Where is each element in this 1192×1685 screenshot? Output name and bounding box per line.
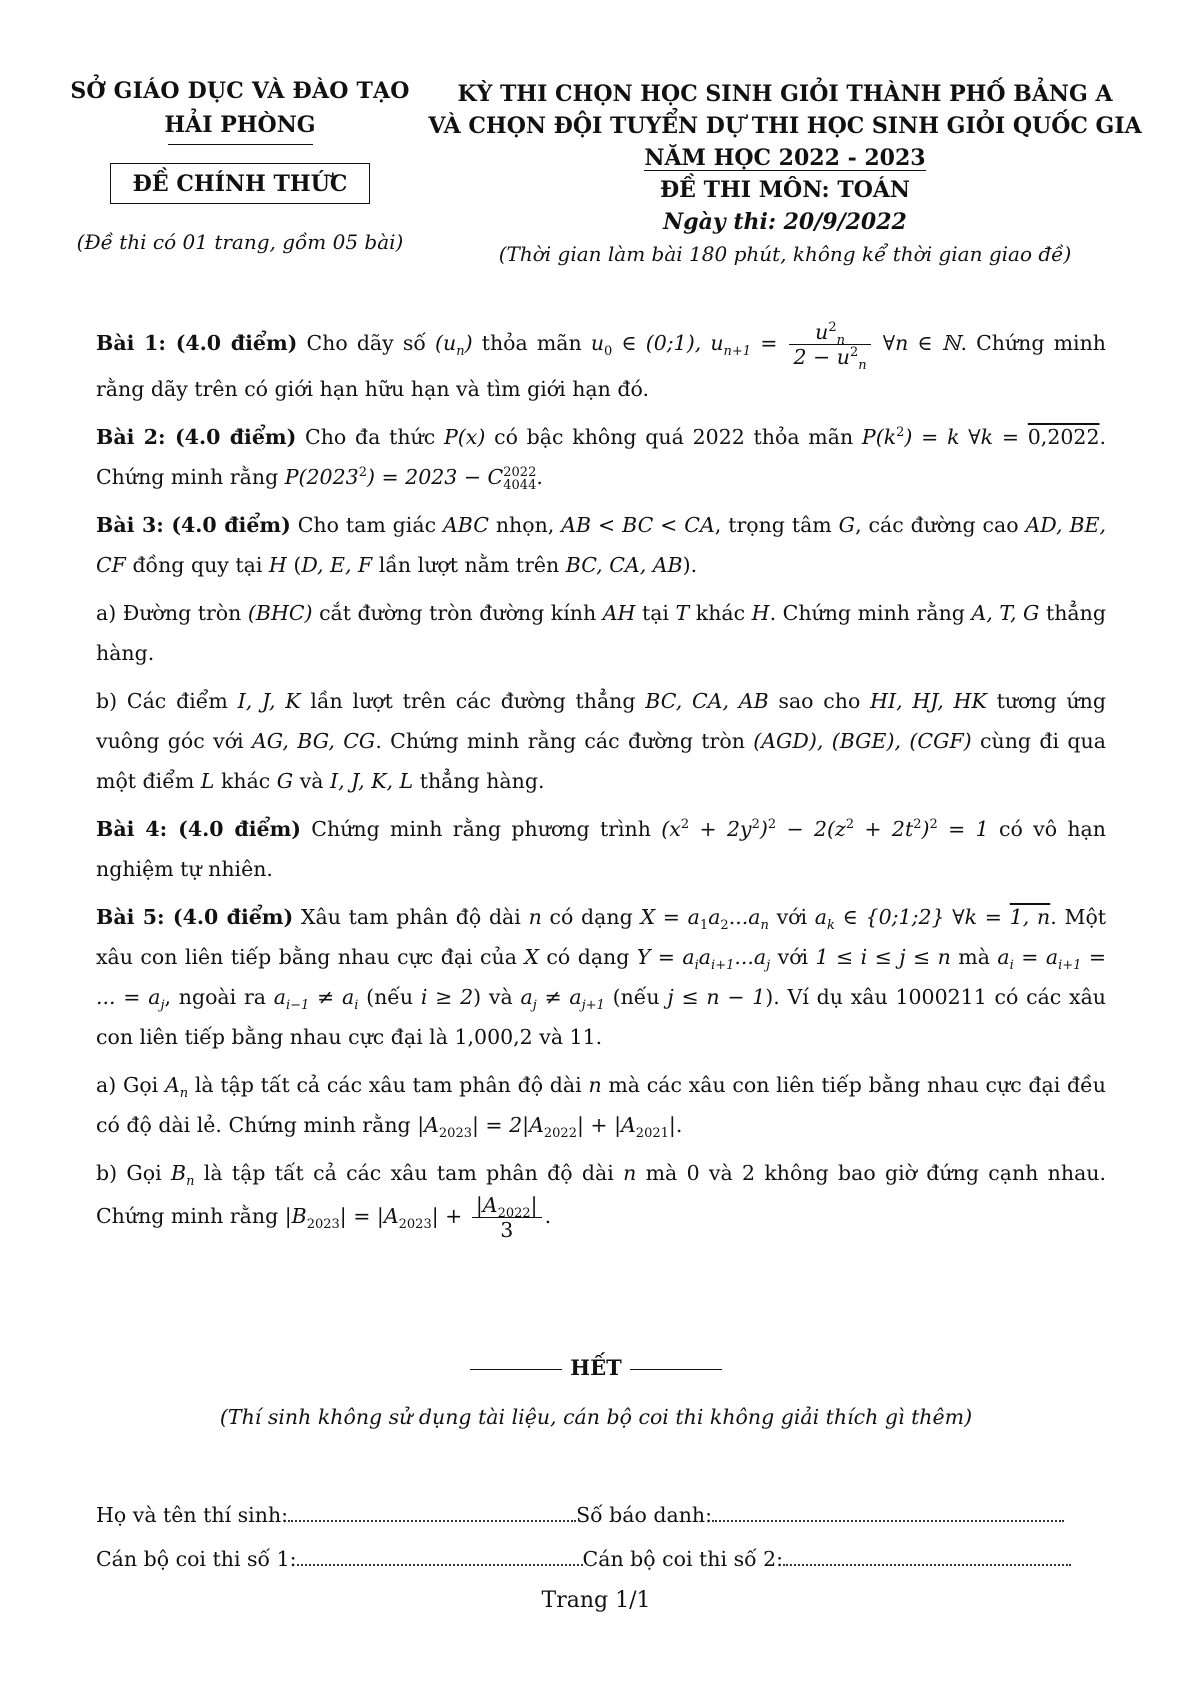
department-name: SỞ GIÁO DỤC VÀ ĐÀO TẠO (70, 78, 410, 104)
problem-4: Bài 4: (4.0 điểm) Chứng minh rằng phương trình $(x^2 + 2y^2)^2 - 2(z^2 + 2t^2)^2 = 1$ có vô hạn nghiệm tự nhiên. (96, 817, 1106, 881)
fraction: $\frac{u^2_n}{2 - u^2_n}$ (789, 320, 870, 369)
proctor1-label: Cán bộ coi thi số 1: (96, 1547, 297, 1571)
id-dots (712, 1504, 1064, 1522)
problem-5b: b) Gọi $B_n$ là tập tất cả các xâu tam phân độ dài n mà 0 và 2 không bao giờ đứng cạnh nhau. Chứng minh rằng $|B_{2023}| = |A_{2023}|$ + $\frac{|A_{2022}|}{3}$ . (96, 1161, 1107, 1242)
problem-5: Bài 5: (4.0 điểm) Xâu tam phân độ dài n có dạng $X = a_1a_2...a_n$ với $a_k$ ∈ {0;1;2} ∀k = 1, n. Một xâu con liên tiếp bằng nhau cực đại của X có dạng $Y = a_ia_{i+1}...a_j$ với 1 ≤ i ≤ j ≤ n mà $a_i = a_{i+1}$ = ... = $a_j$, ngoài ra $a_{i-1} \ne a_i$ (nếu i ≥ 2) và $a_j \ne a_{j+1}$ (nếu j ≤ n − 1). Ví dụ xâu 1000211 có các xâu con liên tiếp bằng nhau cực đại là 1,000,2 và 11. (96, 905, 1107, 1049)
time-note: (Thời gian làm bài 180 phút, không kể thời gian giao đề) (498, 242, 1072, 266)
exam-title-line-1: KỲ THI CHỌN HỌC SINH GIỎI THÀNH PHỐ BẢNG A (457, 81, 1113, 107)
end-dash-right (630, 1369, 722, 1370)
exam-date: Ngày thi: 20/9/2022 (663, 209, 907, 235)
proctor2-dots (783, 1548, 1071, 1566)
proctor1-dots (297, 1548, 583, 1566)
page-number: Trang 1/1 (541, 1588, 651, 1613)
exam-subject: ĐỀ THI MÔN: TOÁN (659, 177, 911, 203)
name-label: Họ và tên thí sinh: (96, 1503, 289, 1527)
problems (96, 320, 1106, 1242)
problem-1: Bài 1: (4.0 điểm) Cho dãy số $(u_n)$ thỏa mãn $u_0$ ∈ (0;1), $u_{n+1}$ = $\frac{u^2_n}{2 - u^2_n}$ ∀n ∈ ℕ. Chứng minh rằng dãy trên có giới hạn hữu hạn và tìm giới hạn đó. (96, 320, 1106, 401)
candidate-line (96, 1503, 1064, 1527)
proctor2-label: Cán bộ coi thi số 2: (582, 1547, 784, 1571)
problem-3a: a) Đường tròn (BHC) cắt đường tròn đường kính AH tại T khác H. Chứng minh rằng A, T, G thẳng hàng. (96, 601, 1106, 665)
exam-title-line-2: VÀ CHỌN ĐỘI TUYỂN DỰ THI HỌC SINH GIỎI QUỐC GIA (428, 113, 1142, 139)
name-dots (288, 1504, 576, 1522)
official-label: ĐỀ CHÍNH THỨC (110, 163, 370, 204)
end-marker: HẾT (0, 1355, 1192, 1380)
problem-5a: a) Gọi $A_n$ là tập tất cả các xâu tam phân độ dài n mà các xâu con liên tiếp bằng nhau cực đại đều có độ dài lẻ. Chứng minh rằng $|A_{2023}| = 2|A_{2022}| + |A_{2021}|$. (96, 1073, 1106, 1142)
header-left (55, 78, 425, 254)
city-name: HẢI PHÒNG (164, 112, 316, 138)
city-underline (168, 144, 313, 145)
proctor-line (96, 1547, 1071, 1571)
end-dash-left (470, 1369, 562, 1370)
pages-note: (Đề thi có 01 trang, gồm 05 bài) (76, 230, 404, 254)
end-note: (Thí sinh không sử dụng tài liệu, cán bộ coi thi không giải thích gì thêm) (219, 1405, 973, 1429)
school-year: NĂM HỌC 2022 - 2023 (644, 145, 926, 171)
id-label: Số báo danh: (576, 1503, 713, 1527)
problem-3: Bài 3: (4.0 điểm) Cho tam giác ABC nhọn, AB < BC < CA, trọng tâm G, các đường cao AD, BE, CF đồng quy tại H (D, E, F lần lượt nằm trên BC, CA, AB). (96, 513, 1106, 577)
header-right (425, 78, 1145, 270)
problem-3b: b) Các điểm I, J, K lần lượt trên các đường thẳng BC, CA, AB sao cho HI, HJ, HK tương ứng vuông góc với AG, BG, CG. Chứng minh rằng các đường tròn (AGD), (BGE), (CGF) cùng đi qua một điểm L khác G và I, J, K, L thẳng hàng. (96, 689, 1106, 793)
problem-2: Bài 2: (4.0 điểm) Cho đa thức P(x) có bậc không quá 2022 thỏa mãn $P(k^2) = k$ ∀k = 0,2022. Chứng minh rằng $P(2023^2) = 2023 - C$ 2022 4044 . (96, 425, 1107, 493)
fraction: $\frac{|A_{2022}|}{3}$ (472, 1193, 542, 1242)
